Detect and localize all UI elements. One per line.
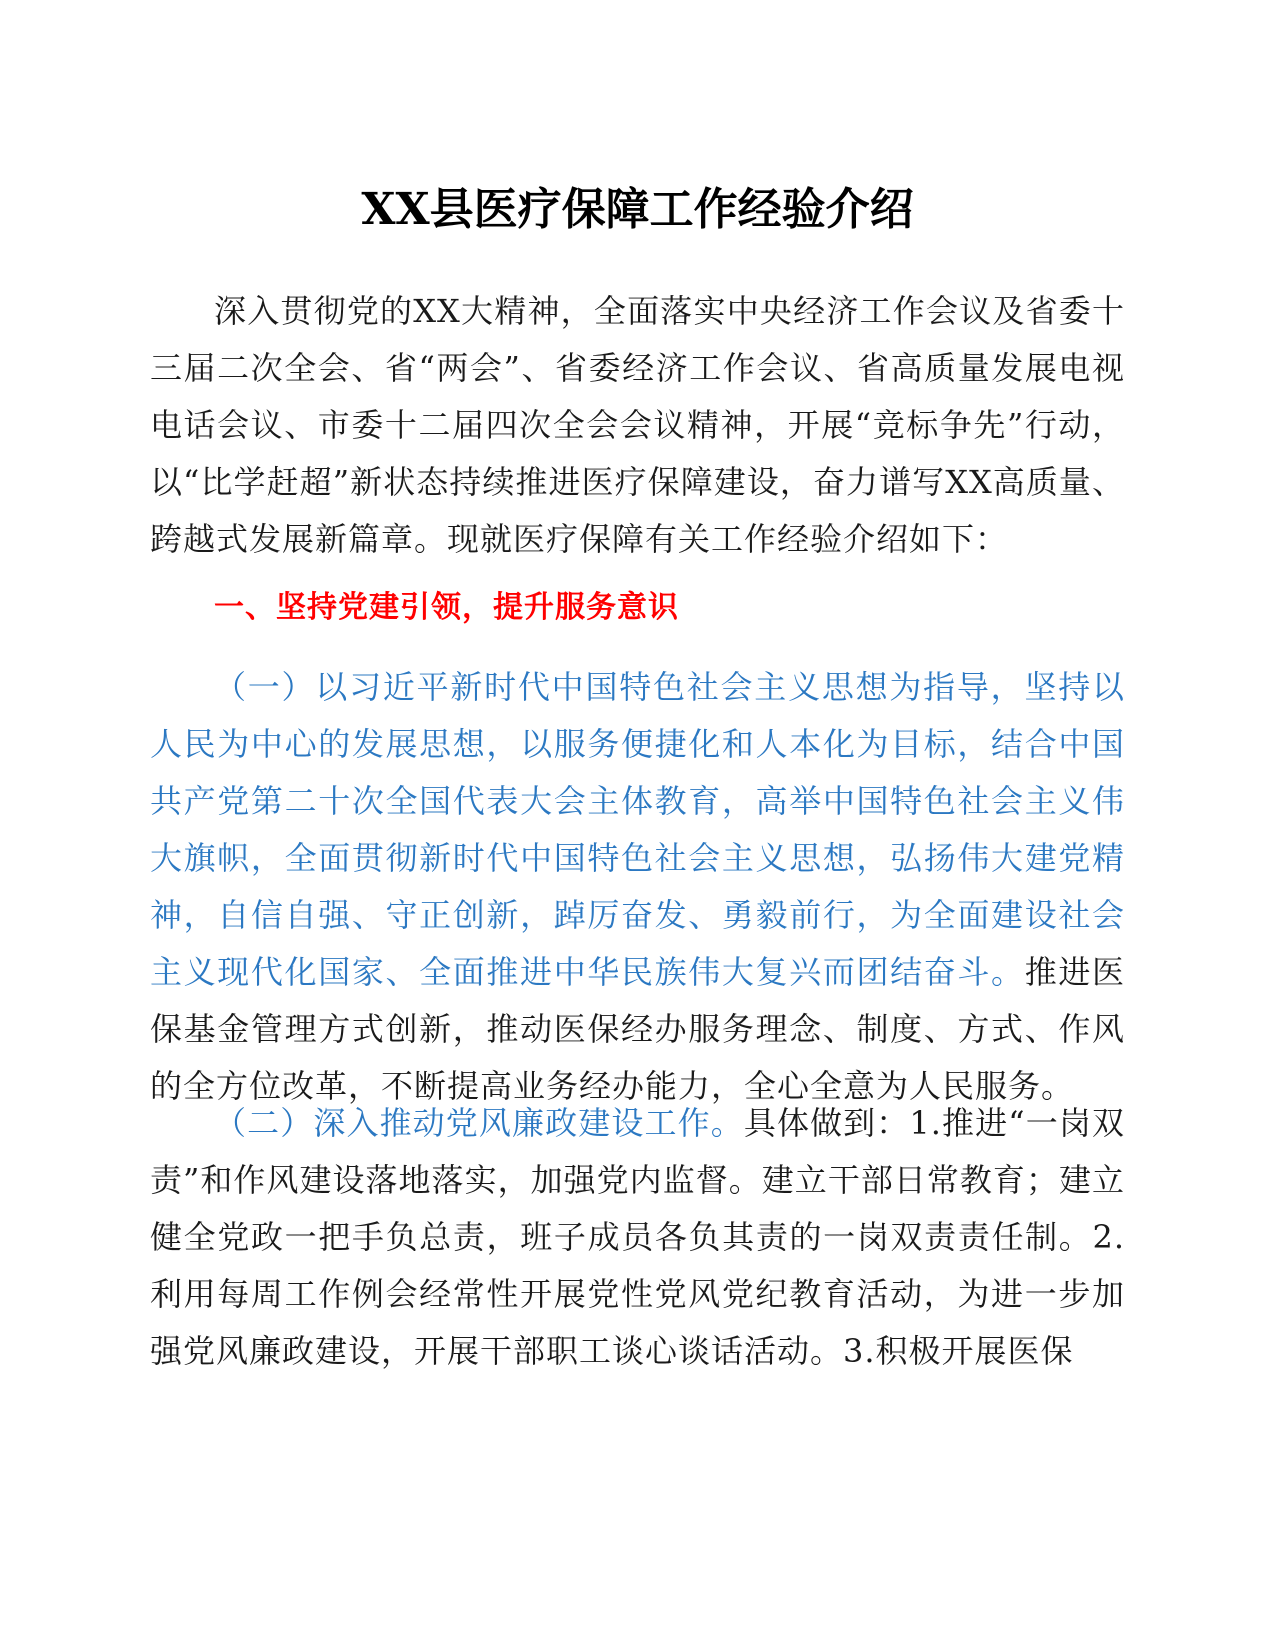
document-title: XX县医疗保障工作经验介绍 [361, 184, 914, 235]
item-2-body: 具体做到：1.推进“一岗双责”和作风建设落地落实，加强党内监督。建立干部日常教育；建立健全党政一把手负总责，班子成员各负其责的一岗双责责任制。2.利用每周工作例会经常性开展党性党风党纪教育活动，为进一步加强党风廉政建设，开展干部职工谈心谈话活动。3.积极开展医保 [150, 1104, 1125, 1370]
section-heading: 一、坚持党建引领，提升服务意识 [214, 590, 679, 625]
intro-paragraph: 深入贯彻党的XX大精神，全面落实中央经济工作会议及省委十三届二次全会、省“两会”、省委经济工作会议、省高质量发展电视电话会议、市委十二届四次全会会议精神，开展“竞标争先”行动，以“比学赶超”新状态持续推进医疗保障建设，奋力谱写XX高质量、跨越式发展新篇章。现就医疗保障有关工作经验介绍如下： [150, 292, 1125, 558]
item-2-highlight: （二）深入推动党风廉政建设工作。 [214, 1104, 744, 1142]
paragraph-item-2 [150, 1095, 1125, 1380]
paragraph-item-1 [150, 659, 1125, 1115]
item-1-highlight: （一）以习近平新时代中国特色社会主义思想为指导，坚持以人民为中心的发展思想，以服务便捷化和人本化为目标，结合中国共产党第二十次全国代表大会主体教育，高举中国特色社会主义伟大旗帜，全面贯彻新时代中国特色社会主义思想，弘扬伟大建党精神，自信自强、守正创新，踔厉奋发、勇毅前行，为全面建设社会主义现代化国家、全面推进中华民族伟大复兴而团结奋斗。 [150, 668, 1125, 991]
item-1-body: 推进医保基金管理方式创新，推动医保经办服务理念、制度、方式、作风的全方位改革，不断提高业务经办能力，全心全意为人民服务。 [150, 953, 1125, 1105]
